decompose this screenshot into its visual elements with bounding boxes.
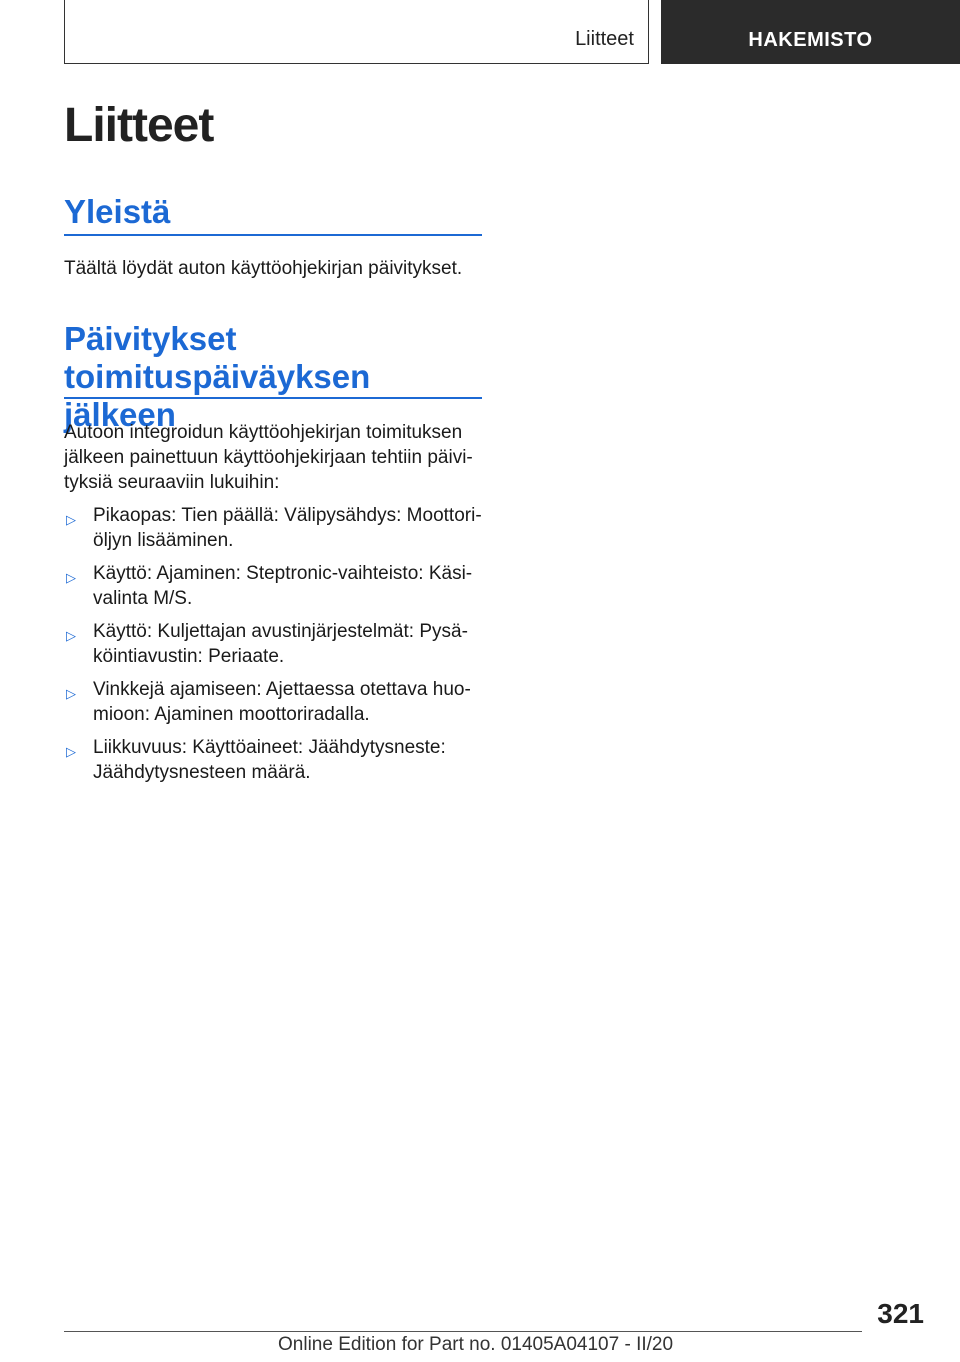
list-item-line: mioon: Ajaminen moottoriradalla.: [93, 704, 370, 725]
section-title-line: toimituspäiväyksen jälkeen: [64, 358, 371, 433]
section-paragraph: Täältä löydät auton käyttöohjekirjan päivitykset.: [64, 258, 463, 279]
list-item-line: Käyttö: Kuljettajan avustinjärjestelmät: Pysä-: [93, 621, 468, 642]
section-title-general: Yleistä: [64, 193, 171, 230]
section-title-line: Päivitykset: [64, 320, 237, 357]
paragraph-line: jälkeen painettuun käyttöohjekirjaan tehtiin päivi-: [64, 447, 473, 468]
paragraph-line: tyksiä seuraaviin lukuihin:: [64, 472, 280, 493]
page-title: Liitteet: [64, 99, 214, 152]
section-divider: [64, 234, 482, 236]
list-item-line: Vinkkejä ajamiseen: Ajettaessa otettava huo-: [93, 679, 471, 700]
paragraph-line: Autoon integroidun käyttöohjekirjan toimituksen: [64, 422, 463, 443]
list-item-line: Käyttö: Ajaminen: Steptronic-vaihteisto: Käsi-: [93, 563, 473, 584]
list-item-line: köintiavustin: Periaate.: [93, 646, 285, 667]
list-item-line: Jäähdytysnesteen määrä.: [93, 762, 311, 783]
list-item: [64, 677, 482, 727]
section-paragraph: [64, 420, 482, 495]
footer-divider: [64, 1331, 862, 1332]
list-item: [64, 561, 482, 611]
section-title-updates: [64, 320, 482, 434]
index-tab-label: HAKEMISTO: [748, 29, 873, 51]
list-item-line: valinta M/S.: [93, 588, 193, 609]
triangle-right-icon: ▷: [66, 570, 76, 585]
triangle-right-icon: ▷: [66, 686, 76, 701]
update-list: [64, 503, 482, 793]
page-number: 321: [877, 1298, 924, 1329]
index-tab[interactable]: [661, 0, 960, 64]
list-item: [64, 503, 482, 553]
triangle-right-icon: ▷: [66, 744, 76, 759]
chapter-tab-label: Liitteet: [575, 28, 634, 50]
list-item-line: Liikkuvuus: Käyttöaineet: Jäähdytysneste:: [93, 737, 446, 758]
list-item-line: Pikaopas: Tien päällä: Välipysähdys: Moottori-: [93, 505, 482, 526]
list-item: [64, 735, 482, 785]
list-item-line: öljyn lisääminen.: [93, 530, 234, 551]
section-divider: [64, 397, 482, 399]
triangle-right-icon: ▷: [66, 512, 76, 527]
footer-edition-text: Online Edition for Part no. 01405A04107 - II/20: [278, 1334, 674, 1355]
chapter-tab[interactable]: [64, 0, 649, 64]
triangle-right-icon: ▷: [66, 628, 76, 643]
list-item: [64, 619, 482, 669]
